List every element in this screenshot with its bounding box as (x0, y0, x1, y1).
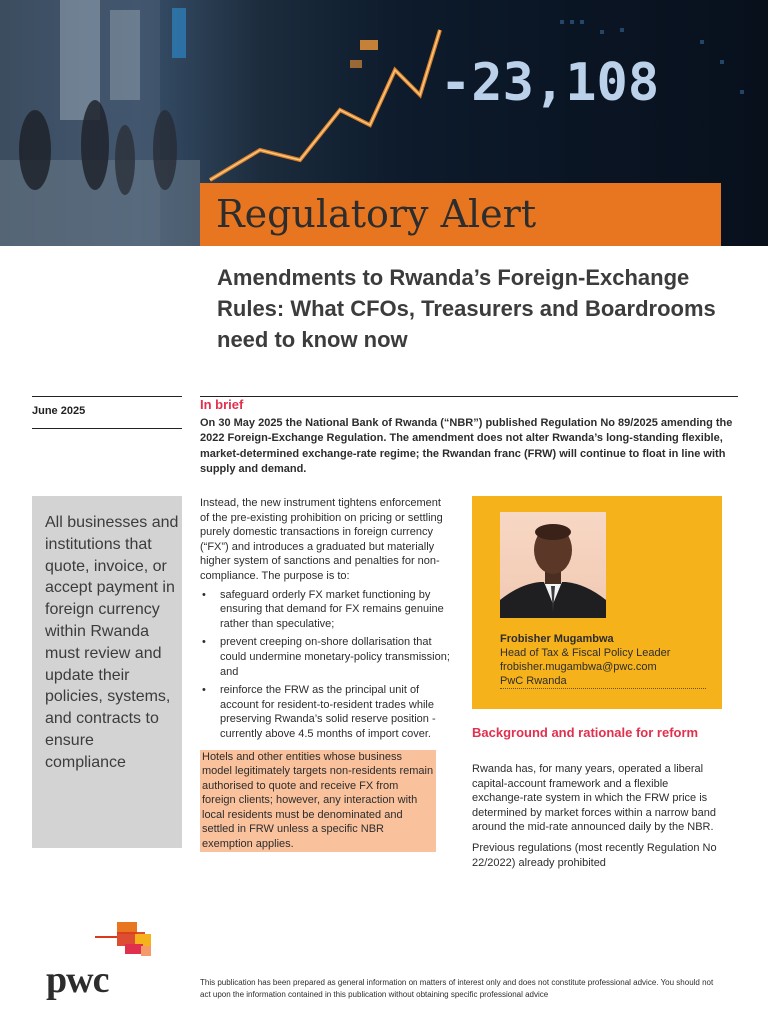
pwc-logo-blocks-icon (95, 922, 157, 962)
list-item: • safeguard orderly FX market functioning by ensuring that demand for FX remains genuine rather than speculative; (202, 588, 444, 630)
background-heading: Background and rationale for reform (472, 725, 699, 740)
contact-photo (500, 512, 606, 618)
bullet-icon: • (202, 588, 206, 601)
bullet-icon: • (202, 684, 206, 697)
highlighted-note: Hotels and other entities whose business model legitimately targets non-residents remain authorised to quote and receive FX from foreign clients; however, any interaction with local residents must be denominated and settled in FRW unless a specific NBR exemption applies. (200, 750, 436, 852)
in-brief-heading: In brief (200, 397, 244, 412)
contact-name: Frobisher Mugambwa (500, 633, 614, 645)
date-divider-top (32, 396, 182, 397)
headline: Amendments to Rwanda’s Foreign-Exchange Rules: What CFOs, Treasurers and Boardrooms need to know now (217, 265, 716, 352)
contact-card (472, 496, 722, 709)
disclaimer: This publication has been prepared as general information on matters of interest only and does not constitute professional advice. You should not act upon the information contained in this publication without obtaining specific professional advice (200, 978, 714, 999)
dotted-divider (500, 688, 706, 689)
background-paragraph-1: Rwanda has, for many years, operated a liberal capital-account framework and a flexible exchange-rate system in which the FRW price is determined by market forces within a narrow band around the mid-rate announced daily by the NBR. (472, 763, 716, 834)
title-banner (200, 183, 721, 246)
bullet-icon: • (202, 636, 206, 649)
list-item: • prevent creeping on-shore dollarisation that could undermine monetary-policy transmission; and (202, 636, 450, 678)
pwc-logo: pwc (46, 959, 109, 1001)
person-portrait-icon (500, 512, 606, 618)
page-title: Regulatory Alert (216, 192, 537, 236)
hero-image (0, 0, 768, 246)
background-section (472, 762, 720, 874)
contact-role: Head of Tax & Fiscal Policy Leader (500, 647, 671, 659)
publication-date: June 2025 (32, 405, 86, 417)
purpose-list (200, 588, 452, 742)
background-paragraph-2: Previous regulations (most recently Regulation No 22/2022) already prohibited (472, 841, 717, 869)
main-column (200, 496, 452, 852)
in-brief-divider (200, 396, 738, 397)
contact-email[interactable]: frobisher.mugambwa@pwc.com (500, 661, 657, 673)
list-item: • reinforce the FRW as the principal unit of account for resident-to-resident trades while preserving Rwanda’s solid reserve position - currently above 4.5 months of import cover. (202, 684, 436, 740)
in-brief-text: On 30 May 2025 the National Bank of Rwanda (“NBR”) published Regulation No 89/2025 amending the 2022 Foreign-Exchange Regulation. The amendment does not alter Rwanda’s long-standing flexible, market-determined exchange-rate regime; the Rwandan franc (FRW) will continue to float in line with supply and demand. (200, 417, 733, 476)
callout-text: All businesses and institutions that quote, invoice, or accept payment in foreign currency within Rwanda must review and update their policies, systems, and contracts to ensure compliance (45, 514, 179, 771)
intro-paragraph: Instead, the new instrument tightens enforcement of the pre-existing prohibition on pricing or settling purely domestic transactions in foreign currency (“FX”) and introduces a graduated but materially higher system of sanctions and penalties for non-compliance. The purpose is to: (200, 497, 443, 582)
contact-organisation: PwC Rwanda (500, 675, 567, 687)
ticker-number: -23,108 (440, 53, 660, 113)
compliance-callout (32, 496, 182, 848)
date-divider-bottom (32, 428, 182, 429)
